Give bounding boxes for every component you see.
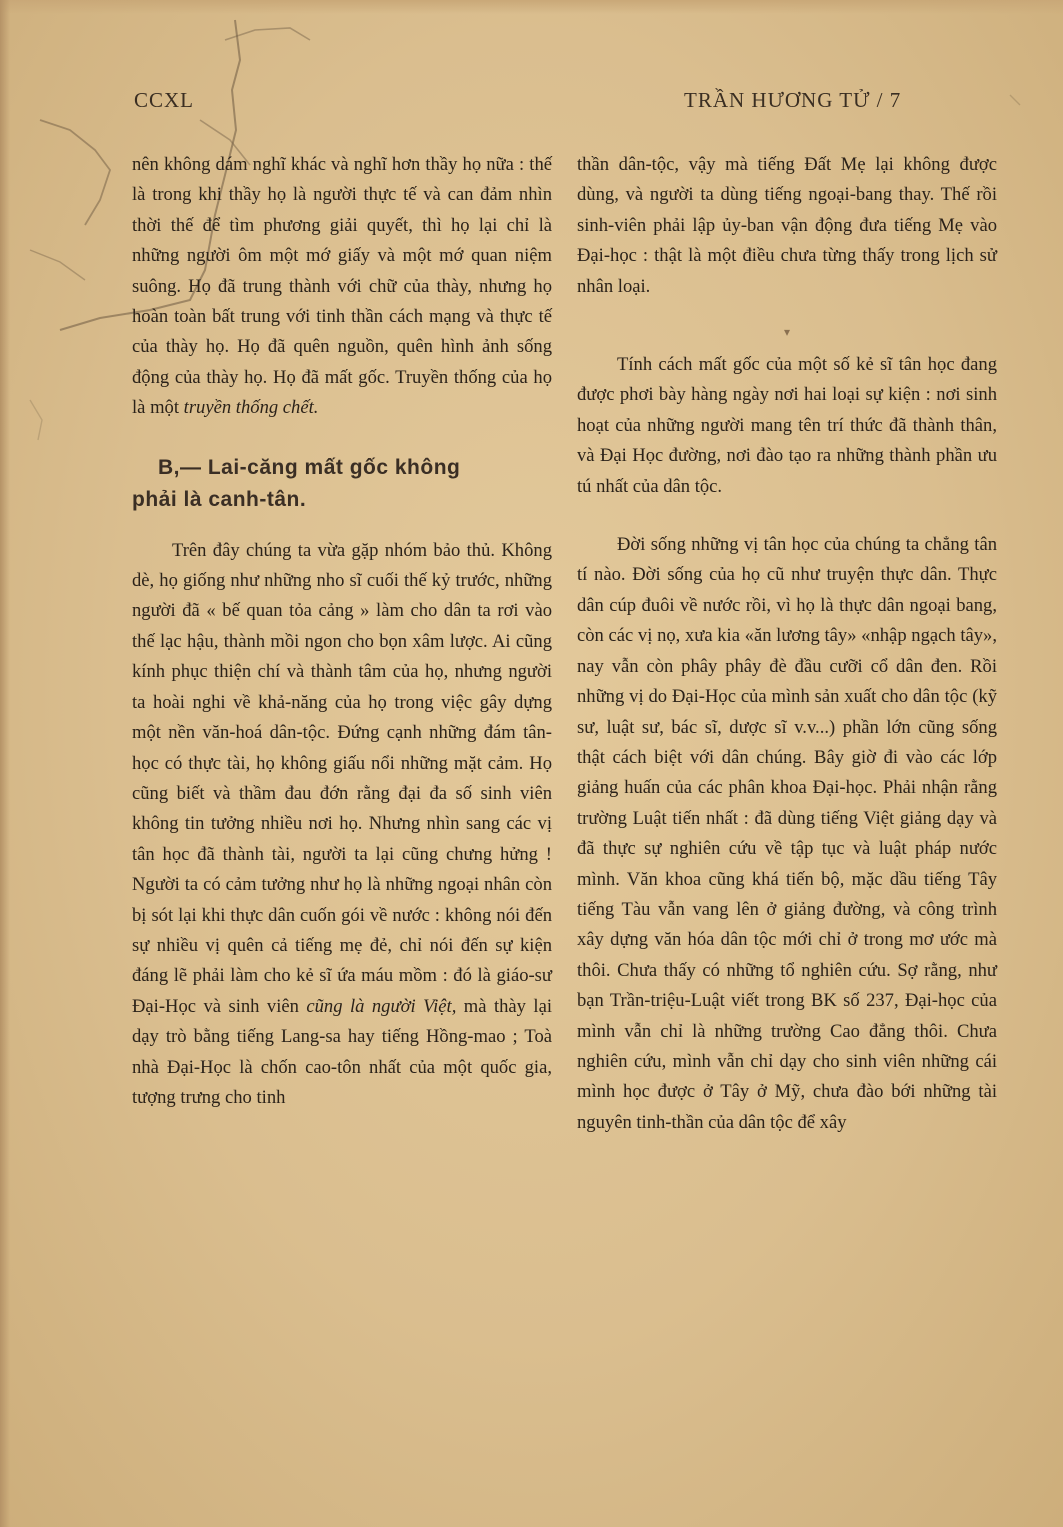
right-paragraph-1: thần dân-tộc, vậy mà tiếng Đất Mẹ lại không được dùng, và người ta dùng tiếng ngoại-bang thay. Thế rồi sinh-viên phải lập ủy-ban vận động đưa tiếng Mẹ vào Đại-học : thật là một điều chưa từng thấy trong lịch sử nhân loại. bbox=[577, 154, 997, 297]
right-column bbox=[577, 150, 997, 1138]
left-paragraph-2 bbox=[132, 536, 552, 1114]
left-paragraph-1 bbox=[132, 150, 552, 424]
left-paragraph-2-text-a: Trên đây chúng ta vừa gặp nhóm bảo thủ. Không dè, họ giống như những nho sĩ cuối thế kỷ trước, những người đã « bế quan tỏa cảng » làm cho dân ta rơi vào thế lạc hậu, thành mồi ngon cho bọn xâm lược. Ai cũng kính phục thiện chí và thành tâm của họ, nhưng người ta hoài nghi về khả-năng của họ trong việc gây dựng một nền văn-hoá dân-tộc. Đứng cạnh những đám tân-học có thực tài, họ không giấu nổi những mặt cảm. Họ cũng biết và thầm đau đớn rằng đại đa số sinh viên không tin tưởng nhiều nơi họ. Nhưng nhìn sang các vị tân học đã thành tài, người ta lại cũng chưng hửng ! Người ta có cảm tưởng như họ là những ngoại nhân còn bị sót lại khi thực dân cuốn gói về nước : không nói đến sự nhiều vị quên cả tiếng mẹ đẻ, chỉ nói đến sự kiện đáng lẽ phải làm cho kẻ sĩ ứa máu mồm : đó là giáo-sư Đại-Học và sinh viên bbox=[132, 539, 552, 1017]
section-heading bbox=[132, 452, 552, 516]
left-paragraph-1-text: nên không dám nghĩ khác và nghĩ hơn thầy họ nữa : thế là trong khi thầy họ là người thực tế và can đảm nhìn thời thế để tìm phương giải quyết, thì họ lại chỉ là những người ôm một mớ giấy và một mớ quan niệm suông. Họ đã trung thành với chữ của thày, nhưng họ hoàn toàn bất trung với tinh thần cách mạng và thực tế của thày họ. Họ đã quên nguồn, quên hình ảnh sống động của thày họ. Họ đã mất gốc. Truyền thống của họ là một bbox=[132, 154, 552, 419]
left-paragraph-2-text-b: mà thày lại dạy trò bằng tiếng Lang-sa hay tiếng Hồng-mao ; Toà nhà Đại-Học là chốn cao-tôn nhất của một quốc gia, tượng trưng cho tinh bbox=[132, 995, 552, 1108]
running-head-left: CCXL bbox=[134, 88, 195, 112]
left-paragraph-2-emphasis: cũng là người Việt, bbox=[306, 995, 457, 1017]
left-paragraph-1-emphasis: truyền thống chết. bbox=[183, 397, 319, 419]
running-head-right: TRẦN HƯƠNG TỬ / 7 bbox=[684, 88, 902, 112]
section-separator-mark: ▾ bbox=[783, 325, 791, 340]
right-paragraph-3: Đời sống những vị tân học của chúng ta chẳng tân tí nào. Đời sống của họ cũ như truyện thực dân. Thực dân cúp đuôi về nước rồi, vì họ là thực dân ngoại bang, còn các vị nọ, xưa kia «ăn lương tây» «nhập ngạch tây», nay vẫn còn phây phây đè đầu cưỡi cổ dân đen. Rồi những vị do Đại-Học của mình sản xuất cho dân tộc (kỹ sư, luật sư, bác sĩ, dược sĩ v.v...) phần lớn cũng sống thật cách biệt với dân chúng. Bây giờ đi vào các lớp giảng huấn của các phân khoa Đại-học. Phải nhận rằng trường Luật tiến nhất : đã dùng tiếng Việt giảng dạy và đã thực sự nghiên cứu về tập tục và luật pháp nước mình. Văn khoa cũng khá tiến bộ, mặc dầu tiếng Tây tiếng Tàu vẫn vang lên ở giảng đường, và công trình xây dựng văn hóa dân tộc mới chỉ ở trong mơ ước mà thôi. Chưa thấy có những tổ nghiên cứu. Sợ rằng, như bạn Trần-triệu-Luật viết trong BK số 237, Đại-học của mình vẫn chỉ là những trường Cao đẳng thôi. Chưa nghiên cứu, mình vẫn chỉ dạy cho sinh viên những cái mình học được ở Tây ở Mỹ, chưa đào bới những tài nguyên tinh-thần của dân tộc để xây bbox=[577, 534, 997, 1133]
right-paragraph-2: Tính cách mất gốc của một số kẻ sĩ tân học đang được phơi bày hàng ngày nơi hai loại sự kiện : nơi sinh hoạt của những người mang tên trí thức đã thành thân, và Đại Học đường, nơi đào tạo ra những thành phần ưu tú nhất của dân tộc. bbox=[577, 354, 997, 497]
left-column bbox=[132, 150, 552, 1113]
section-heading-line-1: B,— Lai-căng mất gốc không bbox=[158, 455, 461, 479]
section-heading-line-2: phải là canh-tân. bbox=[132, 487, 307, 511]
